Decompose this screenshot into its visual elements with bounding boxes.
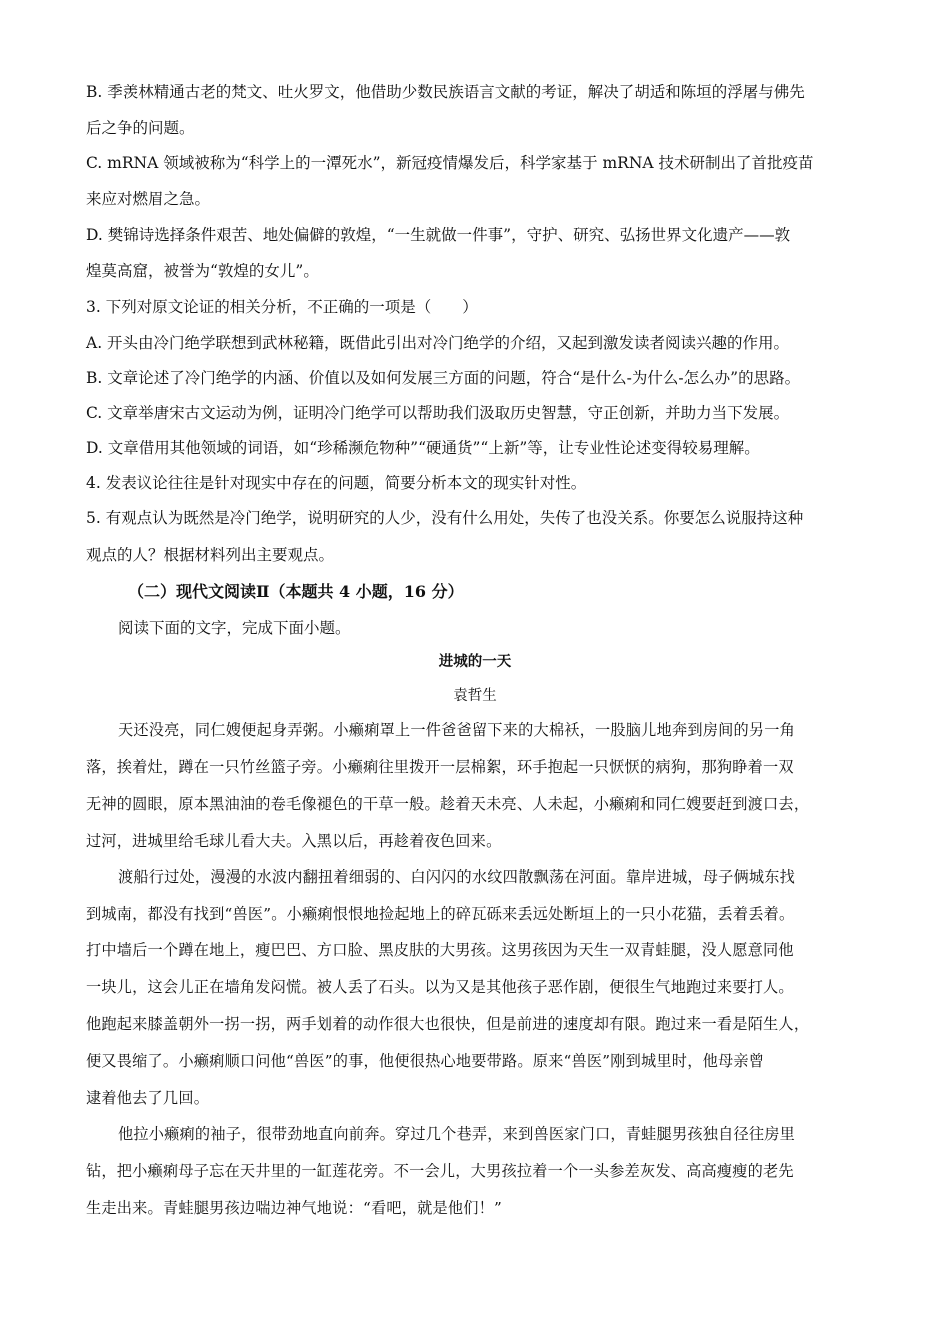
story-paragraph-2-line-7: 逮着他去了几回。 xyxy=(86,1089,210,1107)
story-paragraph-2-line-1: 渡船行过处，漫漫的水波内翻扭着细弱的、白闪闪的水纹四散飘荡在河面。靠岸进城，母子俩城东找 xyxy=(118,868,796,886)
q2-option-b-line-1: B. 季羡林精通古老的梵文、吐火罗文，他借助少数民族语言文献的考证，解决了胡适和陈垣的浮屠与佛先 xyxy=(86,83,805,101)
q2-option-c-line-1: C. mRNA 领域被称为“科学上的一潭死水”，新冠疫情爆发后，科学家基于 mRNA 技术研制出了首批疫苗 xyxy=(86,154,814,172)
q5-question-line-2: 观点的人？根据材料列出主要观点。 xyxy=(86,546,335,564)
reading-instruction: 阅读下面的文字，完成下面小题。 xyxy=(118,619,351,637)
story-paragraph-2-line-6: 便又畏缩了。小癞痢顺口问他“兽医”的事，他便很热心地要带路。原来“兽医”刚到城里时，他母亲曾 xyxy=(86,1052,765,1070)
story-paragraph-1-line-4: 过河，进城里给毛球儿看大夫。入黑以后，再趁着夜色回来。 xyxy=(86,832,502,850)
section-title: （二）现代文阅读Ⅱ（本题共 4 小题，16 分） xyxy=(128,582,464,601)
story-paragraph-2-line-2: 到城南，都没有找到“兽医”。小癞痢恨恨地捡起地上的碎瓦砾来丢远处断垣上的一只小花猫，丢着丢着。 xyxy=(86,905,795,923)
story-author: 袁哲生 xyxy=(453,688,497,704)
q2-option-c-line-2: 来应对燃眉之急。 xyxy=(86,190,211,208)
story-title: 进城的一天 xyxy=(438,653,512,670)
q3-option-b: B. 文章论述了冷门绝学的内涵、价值以及如何发展三方面的问题，符合“是什么-为什么-怎么办”的思路。 xyxy=(86,369,801,387)
q4-question: 4. 发表议论往往是针对现实中存在的问题，简要分析本文的现实针对性。 xyxy=(86,474,587,492)
story-paragraph-1-line-1: 天还没亮，同仁嫂便起身弄粥。小癞痢罩上一件爸爸留下来的大棉袄，一股脑儿地奔到房间的另一角 xyxy=(118,721,796,739)
q3-option-d: D. 文章借用其他领域的词语，如“珍稀濒危物种”“硬通货”“上新”等，让专业性论述变得较易理解。 xyxy=(86,439,760,457)
story-paragraph-2-line-3: 打中墙后一个蹲在地上，瘦巴巴、方口脸、黑皮肤的大男孩。这男孩因为天生一双青蛙腿，没人愿意同他 xyxy=(86,941,794,959)
q5-question-line-1: 5. 有观点认为既然是冷门绝学，说明研究的人少，没有什么用处，失传了也没关系。你要怎么说服持这种 xyxy=(86,509,804,527)
story-paragraph-1-line-3: 无神的圆眼，原本黑油油的卷毛像褪色的干草一般。趁着天未亮、人未起，小癞痢和同仁嫂要赶到渡口去， xyxy=(86,795,810,813)
q2-option-d-line-1: D. 樊锦诗选择条件艰苦、地处偏僻的敦煌，“一生就做一件事”，守护、研究、弘扬世界文化遗产——敦 xyxy=(86,226,791,244)
story-paragraph-3-line-1: 他拉小癞痢的袖子，很带劲地直向前奔。穿过几个巷弄，来到兽医家门口，青蛙腿男孩独自径往房里 xyxy=(118,1125,796,1143)
story-paragraph-3-line-2: 钻，把小癞痢母子忘在天井里的一缸莲花旁。不一会儿，大男孩拉着一个一头参差灰发、高高瘦瘦的老先 xyxy=(86,1162,794,1180)
q3-stem: 3. 下列对原文论证的相关分析，不正确的一项是（ ） xyxy=(86,298,478,316)
q2-option-b-line-2: 后之争的问题。 xyxy=(86,119,195,137)
q2-option-d-line-2: 煌莫高窟，被誉为“敦煌的女儿”。 xyxy=(86,262,319,280)
story-paragraph-2-line-5: 他跑起来膝盖朝外一拐一拐，两手划着的动作很大也很快，但是前进的速度却有限。跑过来一看是陌生人， xyxy=(86,1015,810,1033)
story-paragraph-2-line-4: 一块儿，这会儿正在墙角发闷慌。被人丢了石头。以为又是其他孩子恶作剧，便很生气地跑过来要打人。 xyxy=(86,978,794,996)
q3-option-c: C. 文章举唐宋古文运动为例，证明冷门绝学可以帮助我们汲取历史智慧，守正创新，并助力当下发展。 xyxy=(86,404,790,422)
story-paragraph-3-line-3: 生走出来。青蛙腿男孩边喘边神气地说：“看吧，就是他们！” xyxy=(86,1199,503,1217)
story-paragraph-1-line-2: 落，挨着灶，蹲在一只竹丝篮子旁。小癞痢往里拨开一层棉絮，环手抱起一只恹恹的病狗，那狗睁着一双 xyxy=(86,758,794,776)
q3-option-a: A. 开头由冷门绝学联想到武林秘籍，既借此引出对冷门绝学的介绍，又起到激发读者阅读兴趣的作用。 xyxy=(86,334,790,352)
